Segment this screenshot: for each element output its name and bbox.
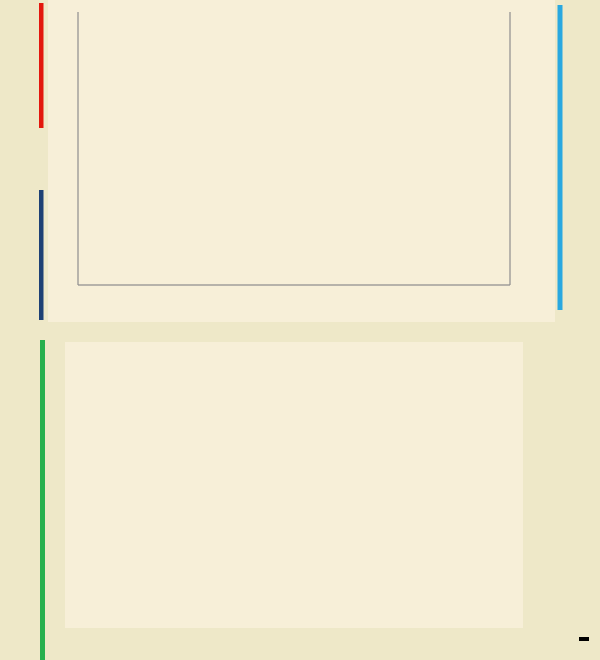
axes [78, 12, 510, 285]
humidity-chart [0, 330, 600, 660]
humidity-legend-bar [40, 340, 45, 660]
watermark [579, 637, 589, 641]
mimime-legend-bar [39, 190, 44, 320]
precipitazioni-legend-bar [558, 5, 563, 310]
massime-legend-bar [39, 3, 44, 128]
